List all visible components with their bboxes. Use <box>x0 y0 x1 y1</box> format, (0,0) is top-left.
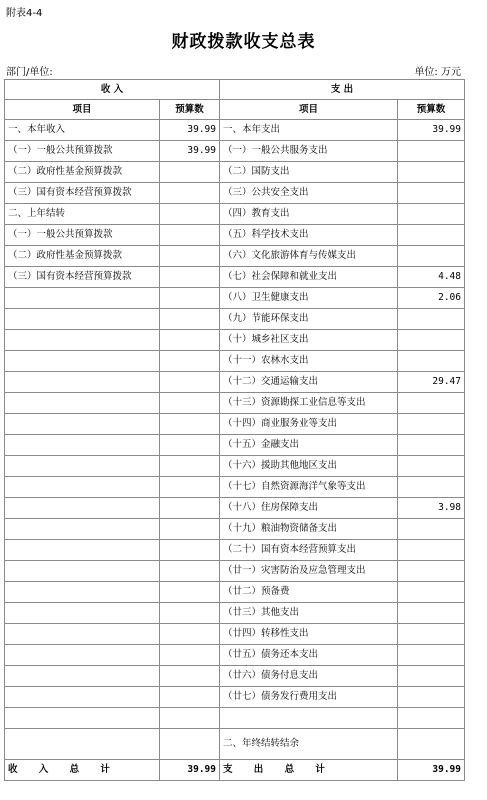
income-item-header: 项目 <box>5 100 160 120</box>
empty-cell <box>160 729 220 760</box>
expense-item-cell: （十）城乡社区支出 <box>220 330 398 351</box>
expense-item-cell: （廿七）债务发行费用支出 <box>220 687 398 708</box>
expense-item-cell: （八）卫生健康支出 <box>220 288 398 309</box>
table-row <box>5 204 465 225</box>
income-item-cell <box>5 687 160 708</box>
expense-value-cell <box>398 687 465 708</box>
income-value-cell <box>160 540 220 561</box>
expense-value-cell <box>398 351 465 372</box>
table-row <box>5 540 465 561</box>
income-value-cell <box>160 204 220 225</box>
income-value-cell <box>160 645 220 666</box>
income-section-header: 收 入 <box>5 80 220 100</box>
carryover-value <box>398 729 465 760</box>
income-value-cell <box>160 288 220 309</box>
table-row <box>5 456 465 477</box>
expense-item-cell: （廿三）其他支出 <box>220 603 398 624</box>
fiscal-summary-table <box>4 79 465 781</box>
expense-item-cell: （二十）国有资本经营预算支出 <box>220 540 398 561</box>
carryover-label: 二、年终结转结余 <box>220 729 398 760</box>
income-value-cell <box>160 393 220 414</box>
expense-value-cell <box>398 519 465 540</box>
expense-section-header: 支 出 <box>220 80 465 100</box>
income-value-cell <box>160 498 220 519</box>
income-value-cell <box>160 309 220 330</box>
spacer-row <box>5 708 465 729</box>
expense-item-cell: （一）一般公共服务支出 <box>220 141 398 162</box>
income-budget-header: 预算数 <box>160 100 220 120</box>
table-row <box>5 288 465 309</box>
table-row <box>5 267 465 288</box>
table-row <box>5 246 465 267</box>
income-item-cell <box>5 435 160 456</box>
expense-item-cell: （廿六）债务付息支出 <box>220 666 398 687</box>
expense-item-cell: （四）教育支出 <box>220 204 398 225</box>
expense-value-cell <box>398 141 465 162</box>
empty-cell <box>5 729 160 760</box>
income-item-cell <box>5 645 160 666</box>
expense-value-cell: 4.48 <box>398 267 465 288</box>
income-value-cell <box>160 183 220 204</box>
total-row <box>5 760 465 781</box>
income-value-cell <box>160 624 220 645</box>
expense-item-cell: （六）文化旅游体育与传媒支出 <box>220 246 398 267</box>
expense-value-cell <box>398 624 465 645</box>
income-item-cell <box>5 456 160 477</box>
annex-label: 附表4-4 <box>6 8 43 19</box>
carryover-row <box>5 729 465 760</box>
income-value-cell <box>160 456 220 477</box>
income-item-cell: 二、上年结转 <box>5 204 160 225</box>
table-row <box>5 309 465 330</box>
income-value-cell <box>160 372 220 393</box>
income-value-cell <box>160 330 220 351</box>
table-row <box>5 120 465 141</box>
expense-item-cell: 一、本年支出 <box>220 120 398 141</box>
income-value-cell <box>160 246 220 267</box>
expense-item-cell: （十一）农林水支出 <box>220 351 398 372</box>
expense-item-cell: （十七）自然资源海洋气象等支出 <box>220 477 398 498</box>
expense-value-cell: 39.99 <box>398 120 465 141</box>
income-item-cell <box>5 309 160 330</box>
empty-cell <box>5 708 160 729</box>
income-item-cell: （一）一般公共预算拨款 <box>5 225 160 246</box>
expense-item-cell: （十四）商业服务业等支出 <box>220 414 398 435</box>
income-value-cell <box>160 477 220 498</box>
income-value-cell <box>160 582 220 603</box>
unit-label: 单位: 万元 <box>414 67 461 78</box>
expense-value-cell <box>398 603 465 624</box>
expense-item-cell: （三）公共安全支出 <box>220 183 398 204</box>
empty-cell <box>220 708 398 729</box>
income-item-cell: （二）政府性基金预算拨款 <box>5 162 160 183</box>
expense-value-cell <box>398 246 465 267</box>
table-row <box>5 666 465 687</box>
expense-value-cell <box>398 162 465 183</box>
table-row <box>5 645 465 666</box>
income-item-cell <box>5 519 160 540</box>
expense-item-cell: （二）国防支出 <box>220 162 398 183</box>
income-value-cell <box>160 267 220 288</box>
income-item-cell <box>5 561 160 582</box>
total-income-label: 收 入 总 计 <box>5 760 160 781</box>
table-row <box>5 351 465 372</box>
income-item-cell <box>5 540 160 561</box>
expense-value-cell <box>398 204 465 225</box>
table-row <box>5 183 465 204</box>
income-value-cell: 39.99 <box>160 120 220 141</box>
table-row <box>5 162 465 183</box>
expense-item-cell: （十六）援助其他地区支出 <box>220 456 398 477</box>
expense-item-cell: （十八）住房保障支出 <box>220 498 398 519</box>
expense-value-cell <box>398 309 465 330</box>
income-item-cell <box>5 666 160 687</box>
total-income-value: 39.99 <box>160 760 220 781</box>
expense-item-cell: （廿二）预备费 <box>220 582 398 603</box>
expense-value-cell <box>398 540 465 561</box>
income-value-cell <box>160 162 220 183</box>
income-value-cell <box>160 561 220 582</box>
income-value-cell <box>160 687 220 708</box>
expense-item-cell: （七）社会保障和就业支出 <box>220 267 398 288</box>
empty-cell <box>160 708 220 729</box>
income-item-cell <box>5 330 160 351</box>
expense-item-cell: （十五）金融支出 <box>220 435 398 456</box>
expense-value-cell <box>398 561 465 582</box>
income-value-cell <box>160 519 220 540</box>
income-value-cell: 39.99 <box>160 141 220 162</box>
dept-label: 部门/单位: <box>6 67 53 78</box>
income-item-cell <box>5 477 160 498</box>
expense-value-cell <box>398 225 465 246</box>
column-header-row <box>5 100 465 120</box>
page-title: 财政拨款收支总表 <box>171 32 316 52</box>
income-item-cell <box>5 582 160 603</box>
table-row <box>5 582 465 603</box>
income-value-cell <box>160 435 220 456</box>
table-row <box>5 414 465 435</box>
expense-item-cell: （廿四）转移性支出 <box>220 624 398 645</box>
table-row <box>5 435 465 456</box>
expense-value-cell <box>398 666 465 687</box>
expense-item-cell: （廿五）债务还本支出 <box>220 645 398 666</box>
table-row <box>5 141 465 162</box>
expense-item-cell: （十三）资源勘探工业信息等支出 <box>220 393 398 414</box>
income-item-cell <box>5 498 160 519</box>
income-item-cell: （三）国有资本经营预算拨款 <box>5 267 160 288</box>
income-item-cell <box>5 288 160 309</box>
income-value-cell <box>160 414 220 435</box>
table-row <box>5 498 465 519</box>
expense-item-cell: （十二）交通运输支出 <box>220 372 398 393</box>
expense-item-header: 项目 <box>220 100 398 120</box>
income-item-cell <box>5 414 160 435</box>
income-item-cell <box>5 351 160 372</box>
expense-value-cell <box>398 414 465 435</box>
table-row <box>5 519 465 540</box>
table-row <box>5 477 465 498</box>
expense-value-cell <box>398 435 465 456</box>
income-value-cell <box>160 603 220 624</box>
expense-value-cell <box>398 645 465 666</box>
section-header-row <box>5 80 465 100</box>
income-value-cell <box>160 351 220 372</box>
expense-item-cell: （九）节能环保支出 <box>220 309 398 330</box>
expense-value-cell <box>398 477 465 498</box>
income-item-cell <box>5 372 160 393</box>
income-item-cell: 一、本年收入 <box>5 120 160 141</box>
expense-value-cell <box>398 456 465 477</box>
expense-item-cell: （五）科学技术支出 <box>220 225 398 246</box>
table-row <box>5 330 465 351</box>
expense-value-cell: 3.98 <box>398 498 465 519</box>
income-value-cell <box>160 225 220 246</box>
income-item-cell: （二）政府性基金预算拨款 <box>5 246 160 267</box>
income-item-cell <box>5 603 160 624</box>
income-item-cell <box>5 393 160 414</box>
income-value-cell <box>160 666 220 687</box>
expense-value-cell: 29.47 <box>398 372 465 393</box>
expense-value-cell: 2.06 <box>398 288 465 309</box>
total-expense-value: 39.99 <box>398 760 465 781</box>
table-row <box>5 687 465 708</box>
expense-value-cell <box>398 183 465 204</box>
total-expense-label: 支 出 总 计 <box>220 760 398 781</box>
expense-item-cell: （十九）粮油物资储备支出 <box>220 519 398 540</box>
table-row <box>5 561 465 582</box>
table-row <box>5 393 465 414</box>
expense-budget-header: 预算数 <box>398 100 465 120</box>
table-row <box>5 372 465 393</box>
empty-cell <box>398 708 465 729</box>
expense-item-cell: （廿一）灾害防治及应急管理支出 <box>220 561 398 582</box>
table-row <box>5 624 465 645</box>
table-row <box>5 603 465 624</box>
income-item-cell <box>5 624 160 645</box>
table-row <box>5 225 465 246</box>
expense-value-cell <box>398 330 465 351</box>
income-item-cell: （一）一般公共预算拨款 <box>5 141 160 162</box>
income-item-cell: （三）国有资本经营预算拨款 <box>5 183 160 204</box>
expense-value-cell <box>398 393 465 414</box>
expense-value-cell <box>398 582 465 603</box>
